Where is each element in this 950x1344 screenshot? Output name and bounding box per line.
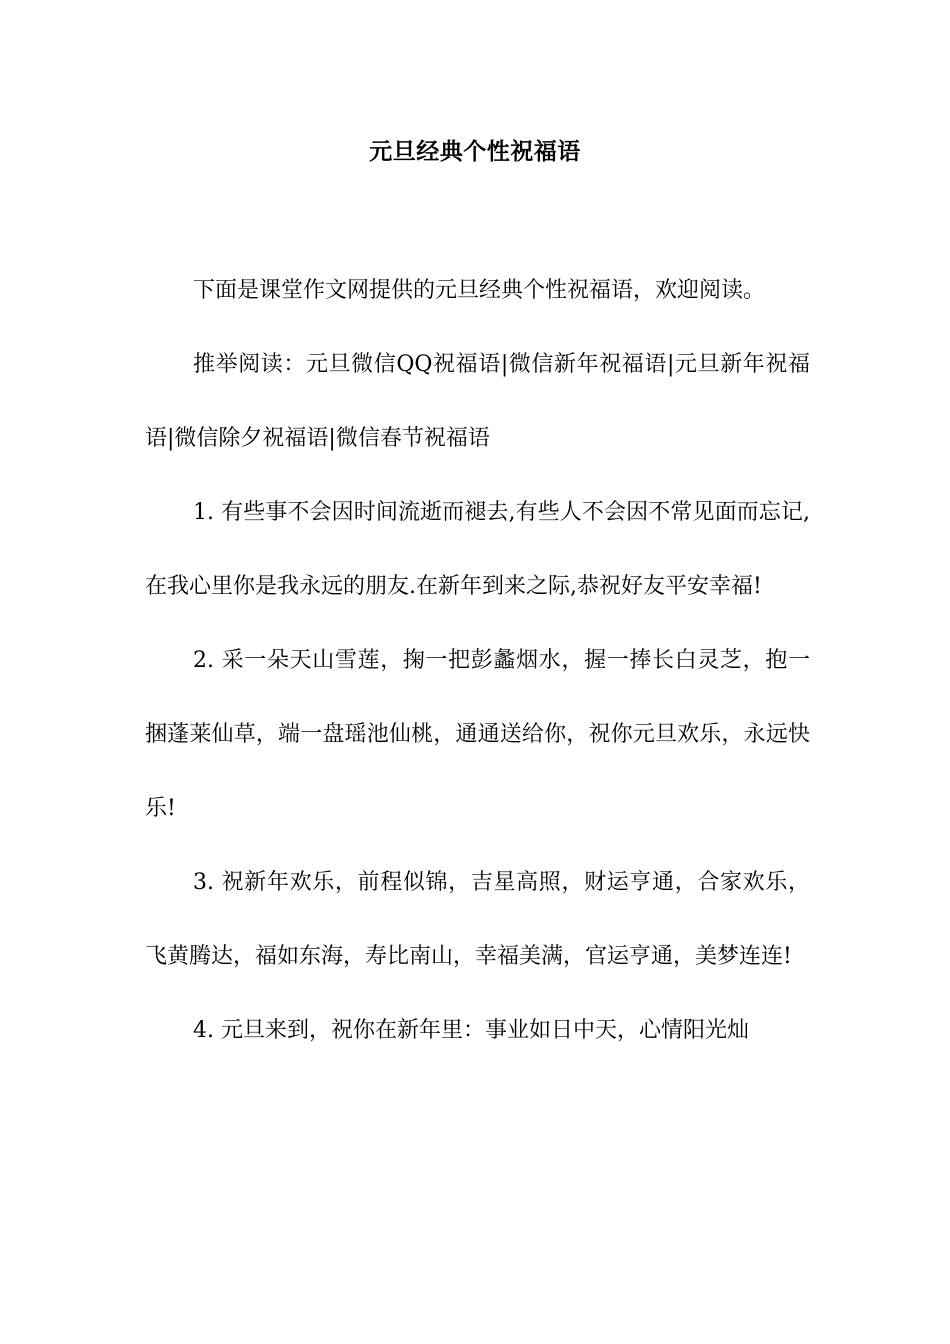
document-title: 元旦经典个性祝福语 — [369, 138, 581, 165]
greeting-paragraph-3: 3. 祝新年欢乐，前程似锦，吉星高照，财运亨通，合家欢乐，飞黄腾达，福如东海，寿比南山，幸福美满，官运亨通，美梦连连! — [145, 870, 810, 969]
greeting-paragraph-2: 2. 采一朵天山雪莲，掬一把彭蠡烟水，握一捧长白灵芝，抱一捆蓬莱仙草，端一盘瑶池仙桃，通通送给你，祝你元旦欢乐，永远快乐! — [145, 648, 810, 821]
greeting-paragraph-4: 4. 元旦来到，祝你在新年里：事业如日中天，心情阳光灿 — [193, 1018, 749, 1043]
document-body — [145, 254, 810, 1068]
greeting-paragraph-1: 1. 有些事不会因时间流逝而褪去,有些人不会因不常见面而忘记,在我心里你是我永远的朋友.在新年到来之际,恭祝好友平安幸福! — [145, 500, 810, 599]
intro-paragraph: 下面是课堂作文网提供的元旦经典个性祝福语，欢迎阅读。 — [193, 278, 766, 303]
recommended-reading-paragraph: 推举阅读：元旦微信QQ祝福语|微信新年祝福语|元旦新年祝福语|微信除夕祝福语|微信春节祝福语 — [145, 352, 810, 451]
